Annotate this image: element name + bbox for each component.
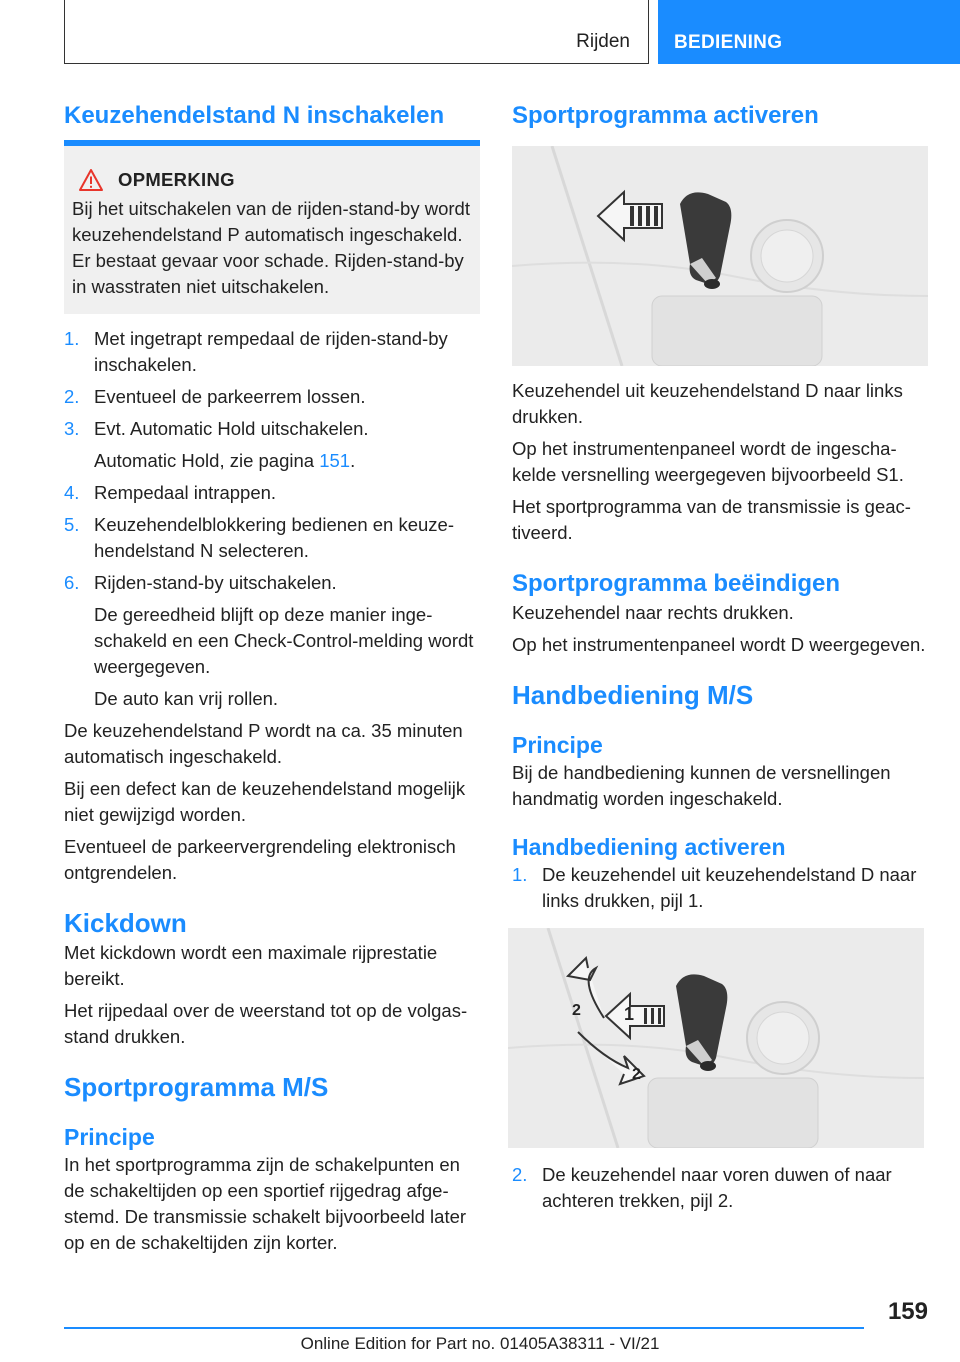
step-note <box>64 448 480 474</box>
step-number: 1. <box>64 328 80 349</box>
step-text: Eventueel de parkeerrem lossen. <box>94 386 366 407</box>
page-reference-link[interactable]: 151 <box>319 450 351 471</box>
step-text: De keuzehendel naar voren duwen of naar achteren trekken, pijl 2. <box>542 1164 892 1211</box>
step-text: De keuzehendel uit keuzehendelstand D naar links drukken, pijl 1. <box>542 864 917 911</box>
list-item <box>64 416 480 442</box>
step-note-text: Automatic Hold, zie pagina <box>94 450 320 471</box>
paragraph: Keuzehendel naar rechts drukken. <box>512 602 794 623</box>
step-text: Rempedaal intrappen. <box>94 482 277 503</box>
list-item <box>64 384 480 410</box>
step-note-end: . <box>350 450 356 471</box>
list-item <box>64 570 480 596</box>
paragraph: Bij een defect kan de keuzehendelstand mogelijk niet gewijzigd worden. <box>64 778 466 825</box>
footer-edition: Online Edition for Part no. 01405A38311 - VI/21 <box>300 1334 660 1353</box>
heading-neutral: Keuzehendelstand N inschakelen <box>64 102 445 129</box>
paragraph: Het rijpedaal over de weerstand tot op de volgasstand drukken. <box>64 1000 468 1047</box>
paragraph: Eventueel de parkeervergrendeling elektronisch ontgrendelen. <box>64 836 456 883</box>
paragraph: De keuzehendelstand P wordt na ca. 35 minuten automatisch ingeschakeld. <box>64 720 463 767</box>
step-number: 2. <box>512 1164 528 1185</box>
step-number: 2. <box>64 386 80 407</box>
notice-title: OPMERKING <box>118 169 235 190</box>
arrow-2-label: 2 <box>632 1066 641 1083</box>
header-chapter: BEDIENING <box>674 32 783 53</box>
paragraph: Keuzehendel uit keuzehendelstand D naar links drukken. <box>512 380 903 427</box>
list-item <box>64 480 480 506</box>
gear-selector-illustration <box>512 146 928 366</box>
step-note: De auto kan vrij rollen. <box>94 688 279 709</box>
header-chapter-box <box>658 0 960 64</box>
heading-kickdown: Kickdown <box>64 908 187 938</box>
heading-manual: Handbediening M/S <box>512 680 754 710</box>
step-number: 1. <box>512 864 528 885</box>
heading-sport-activate: Sportprogramma activeren <box>512 102 819 129</box>
paragraph: In het sportprogramma zijn de schakelpunten en de schakeltijden op een sportief rijgedrag afgestemd. De transmissie schakelt bijvoorbeeld later op en de schakeltijden zijn korter. <box>64 1154 467 1253</box>
step-text: Met ingetrapt rempedaal de rijden-stand-by inschakelen. <box>94 328 448 375</box>
step-number: 4. <box>64 482 80 503</box>
step-text: Rijden-stand-by uitschakelen. <box>94 572 337 593</box>
paragraph: Met kickdown wordt een maximale rijprestatie bereikt. <box>64 942 438 989</box>
step-number: 5. <box>64 514 80 535</box>
notice-box <box>64 140 480 314</box>
list-item <box>512 1162 928 1214</box>
notice-text: Bij het uitschakelen van de rijden-stand-by wordt keuzehendelstand P automatisch ingeschakeld. Er bestaat gevaar voor schade. Rijden-stand-by in wasstraten niet uitschakelen. <box>72 198 470 297</box>
notice-header <box>72 168 470 192</box>
step-text: Keuzehendelblokkering bedienen en keuzehendelstand N selecteren. <box>94 514 455 561</box>
step-text: Evt. Automatic Hold uitschakelen. <box>94 418 369 439</box>
heading-sport-end: Sportprogramma beëindigen <box>512 570 841 597</box>
header-section-box <box>64 0 649 64</box>
paragraph: Het sportprogramma van de transmissie is geactiveerd. <box>512 496 911 543</box>
gear-selector-figure <box>512 146 928 366</box>
arrow-1-label: 1 <box>624 1004 635 1024</box>
list-item <box>64 326 480 378</box>
paragraph: Op het instrumentenpaneel wordt de ingeschakelde versnelling weergegeven bijvoorbeeld S1. <box>512 438 904 485</box>
heading-principe: Principe <box>64 1124 155 1150</box>
step-number: 6. <box>64 572 80 593</box>
paragraph: Op het instrumentenpaneel wordt D weergegeven. <box>512 634 926 655</box>
heading-sport-ms: Sportprogramma M/S <box>64 1072 329 1102</box>
list-item <box>512 862 928 914</box>
step-note: De gereedheid blijft op deze manier ingeschakeld en een Check-Control-melding wordt weergegeven. <box>94 604 474 677</box>
warning-triangle-icon <box>78 168 104 192</box>
manual-shift-figure <box>508 928 924 1148</box>
heading-principe: Principe <box>512 732 603 758</box>
right-column <box>512 100 928 1220</box>
list-item <box>64 512 480 564</box>
header-section: Rijden <box>576 31 630 52</box>
left-column <box>64 100 480 1262</box>
heading-manual-activate: Handbediening activeren <box>512 834 786 860</box>
footer-divider <box>64 1327 864 1329</box>
page-number: 159 <box>887 1298 928 1325</box>
arrow-2-label: 2 <box>572 1002 581 1019</box>
paragraph: Bij de handbediening kunnen de versnellingen handmatig worden ingeschakeld. <box>512 762 891 809</box>
manual-shift-illustration <box>508 928 924 1148</box>
step-number: 3. <box>64 418 80 439</box>
